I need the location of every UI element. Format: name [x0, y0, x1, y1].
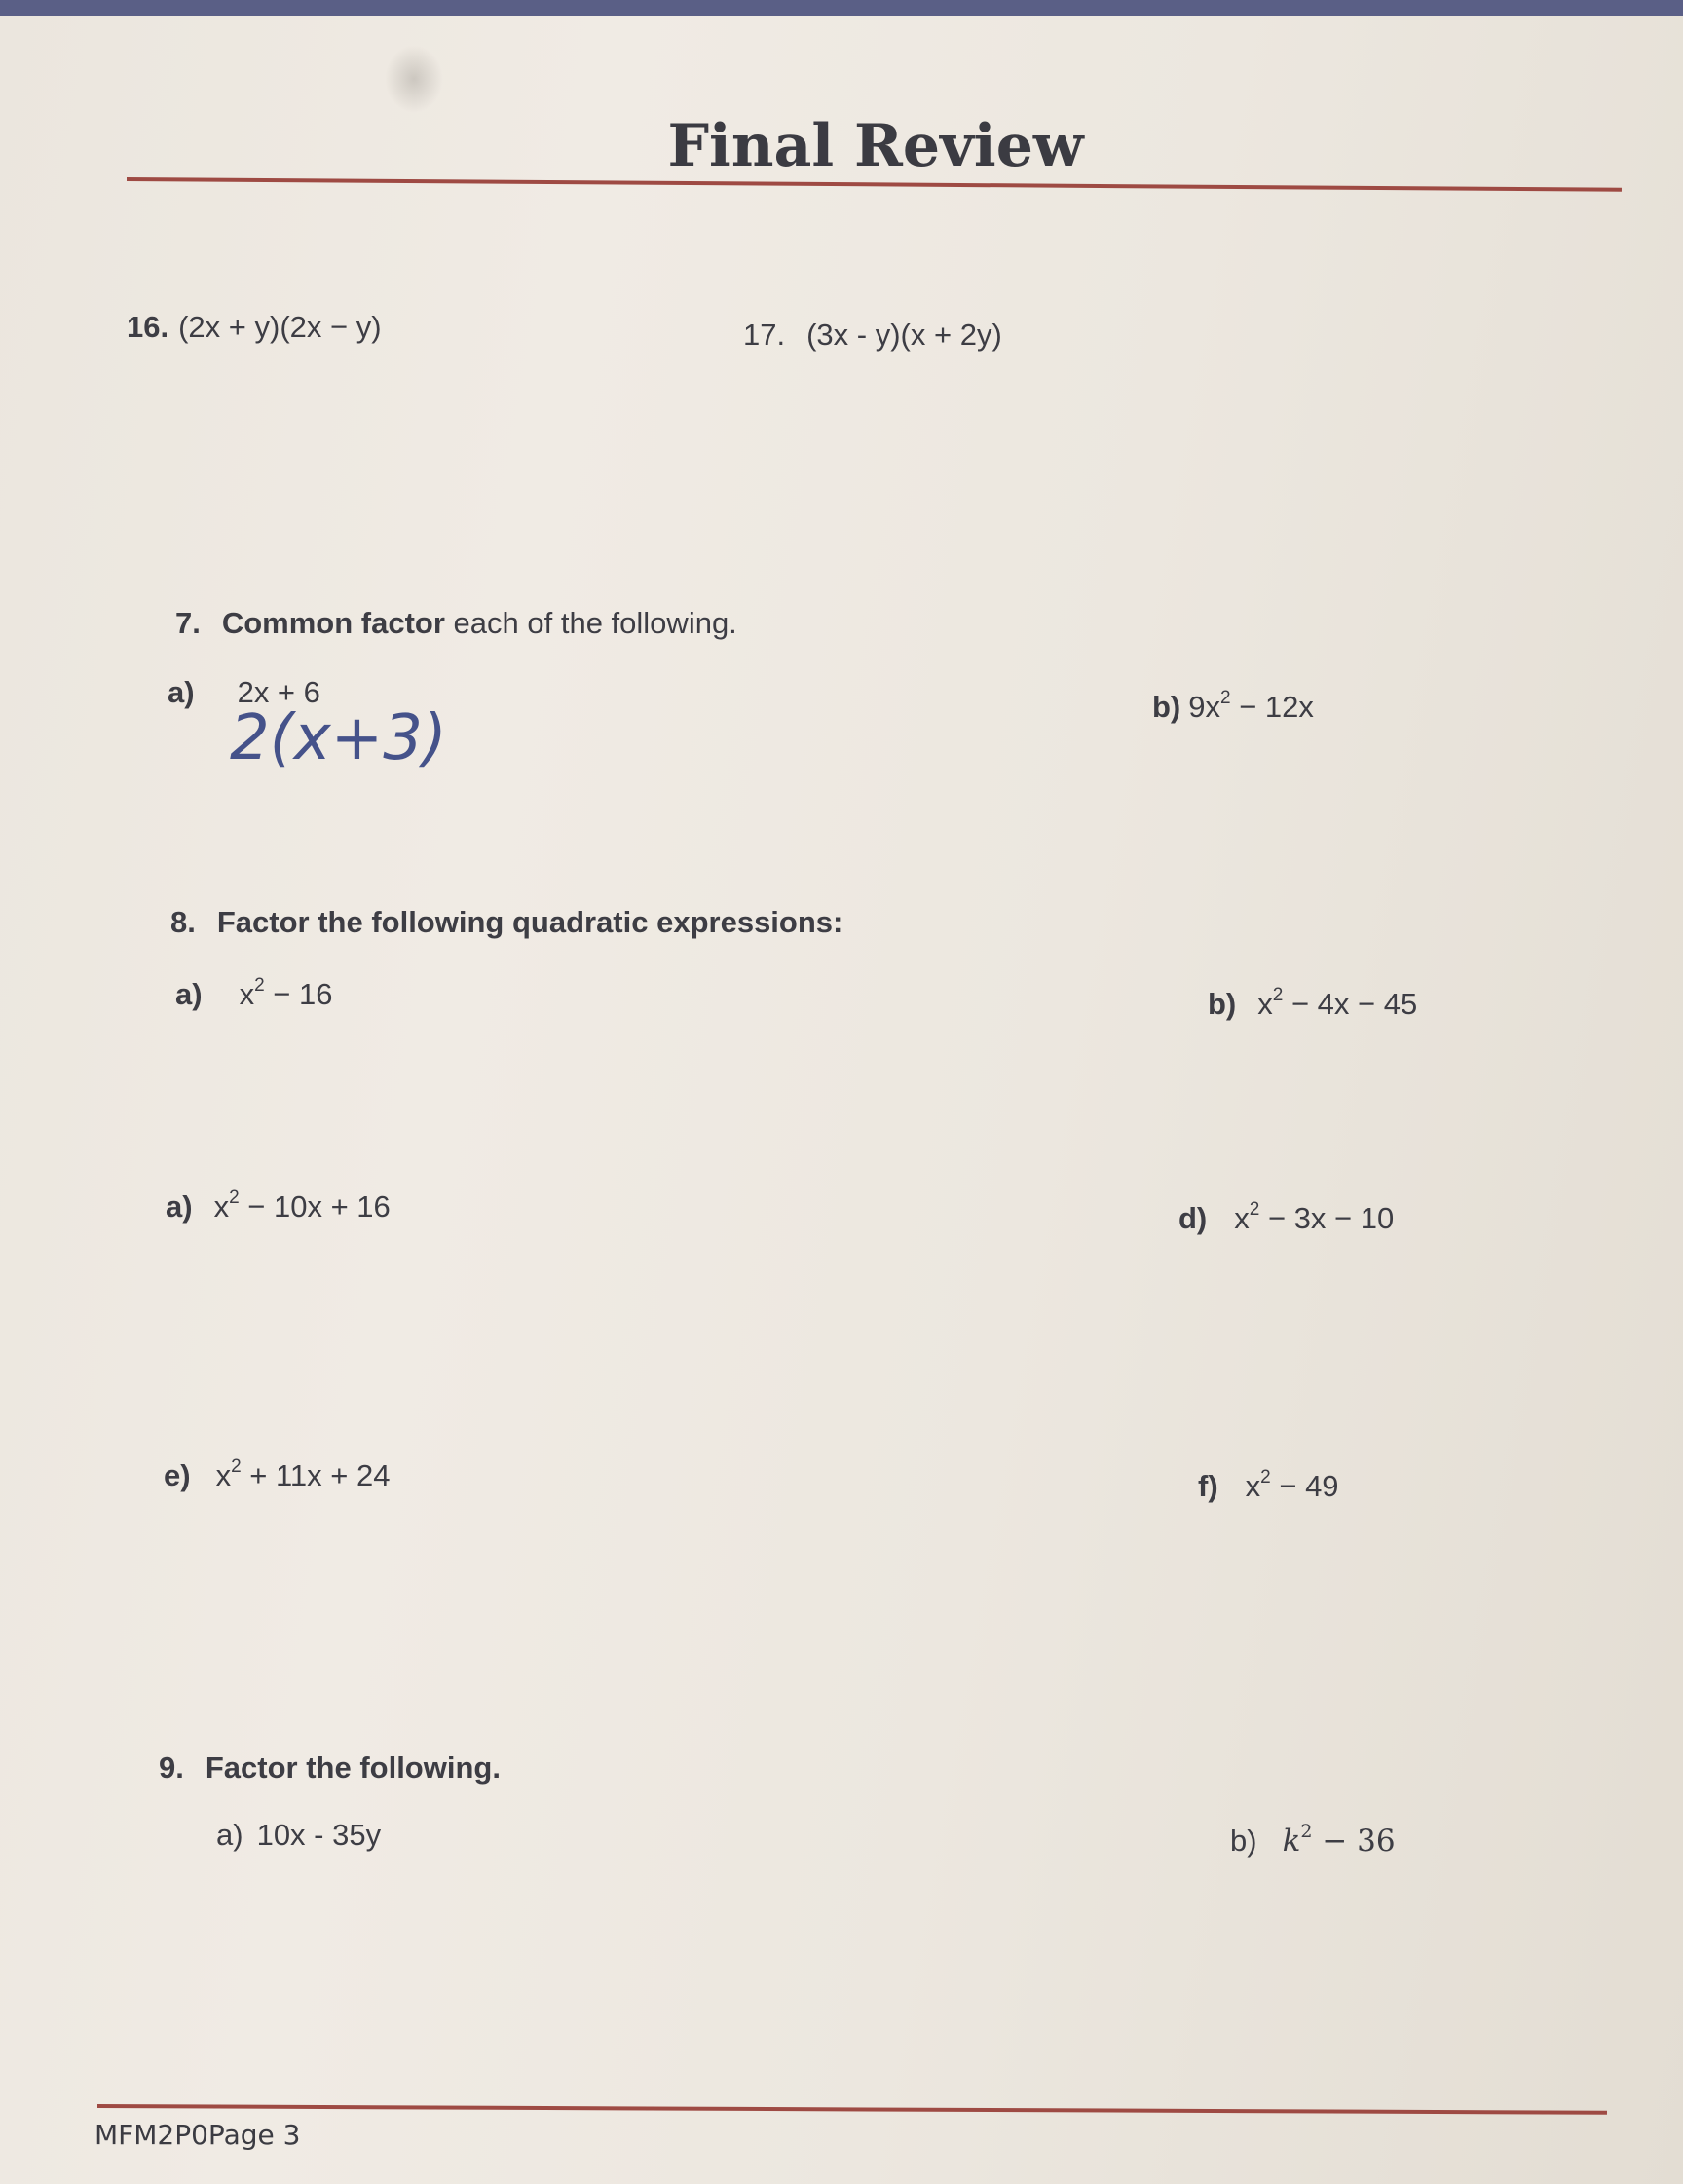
- question-8b: [1208, 987, 1417, 1022]
- question-expression: (3x - y)(x + 2y): [806, 318, 1002, 352]
- question-7-heading: [175, 606, 737, 641]
- part-label: b): [1152, 690, 1181, 724]
- question-8c: [166, 1189, 391, 1224]
- page-title: Final Review: [667, 112, 1084, 180]
- expression-exponent: 2: [231, 1456, 242, 1477]
- heading-bold-part: Common factor: [221, 606, 445, 640]
- expression-exponent: 2: [1272, 985, 1284, 1005]
- part-label: a): [166, 1189, 193, 1224]
- part-label: d): [1178, 1201, 1208, 1235]
- question-17: [743, 318, 1002, 353]
- part-label: a): [168, 675, 195, 709]
- expression-rest: − 36: [1312, 1824, 1396, 1859]
- expression-base: x: [1245, 1469, 1261, 1503]
- handwritten-answer-text: 2(x+3): [230, 702, 447, 774]
- expression-base: x: [215, 1458, 232, 1492]
- expression-rest: − 4x − 45: [1283, 987, 1418, 1021]
- part-label: a): [216, 1818, 243, 1852]
- paper-smudge: [385, 45, 443, 113]
- question-number: 8.: [170, 905, 196, 939]
- heading-rest-part: each of the following.: [444, 606, 737, 640]
- expression-rest: + 11x + 24: [241, 1458, 391, 1492]
- expression-base: 9x: [1188, 690, 1221, 724]
- question-8f: [1198, 1469, 1339, 1504]
- expression-base: x: [1234, 1201, 1250, 1235]
- expression-exponent: 2: [1220, 688, 1231, 708]
- question-number: 7.: [175, 606, 201, 640]
- part-label: b): [1230, 1824, 1257, 1858]
- expression-exponent: 2: [1260, 1467, 1271, 1487]
- expression-base: k: [1282, 1824, 1301, 1859]
- expression-base: x: [213, 1189, 230, 1224]
- expression-exponent: 2: [254, 975, 265, 996]
- heading-text: Factor the following.: [205, 1751, 501, 1785]
- question-9-heading: [159, 1751, 501, 1786]
- question-9b: [1230, 1821, 1396, 1859]
- part-expression: 10x - 35y: [256, 1818, 382, 1852]
- question-expression: (2x + y)(2x − y): [178, 310, 382, 344]
- expression-rest: − 16: [264, 977, 333, 1011]
- question-8-heading: [170, 905, 842, 940]
- expression-exponent: 2: [1300, 1821, 1313, 1842]
- heading-text: Factor the following quadratic expressions:: [216, 905, 843, 939]
- part-label: a): [175, 977, 203, 1011]
- question-number: 17.: [743, 318, 786, 352]
- expression-rest: − 10x + 16: [239, 1189, 391, 1224]
- expression-exponent: 2: [229, 1187, 240, 1208]
- expression-base: x: [1257, 987, 1273, 1021]
- page-footer: MFM2P0Page 3: [94, 2119, 301, 2151]
- question-7b: [1152, 690, 1314, 725]
- question-8d: [1178, 1201, 1394, 1236]
- question-9a: [216, 1818, 381, 1853]
- handwritten-answer: [226, 695, 450, 802]
- expression-rest: − 3x − 10: [1259, 1201, 1395, 1235]
- expression-exponent: 2: [1249, 1199, 1260, 1220]
- part-label: f): [1198, 1469, 1218, 1503]
- question-8a: [175, 977, 332, 1012]
- part-expression: 2x + 6: [237, 675, 320, 709]
- question-number: 9.: [159, 1751, 184, 1785]
- question-16: [127, 310, 382, 345]
- expression-rest: − 12x: [1230, 690, 1314, 724]
- part-label: e): [164, 1458, 191, 1492]
- question-8e: [164, 1458, 390, 1493]
- part-label: b): [1208, 987, 1237, 1021]
- expression-rest: − 49: [1270, 1469, 1339, 1503]
- question-number: 16.: [127, 310, 169, 344]
- expression-base: x: [239, 977, 255, 1011]
